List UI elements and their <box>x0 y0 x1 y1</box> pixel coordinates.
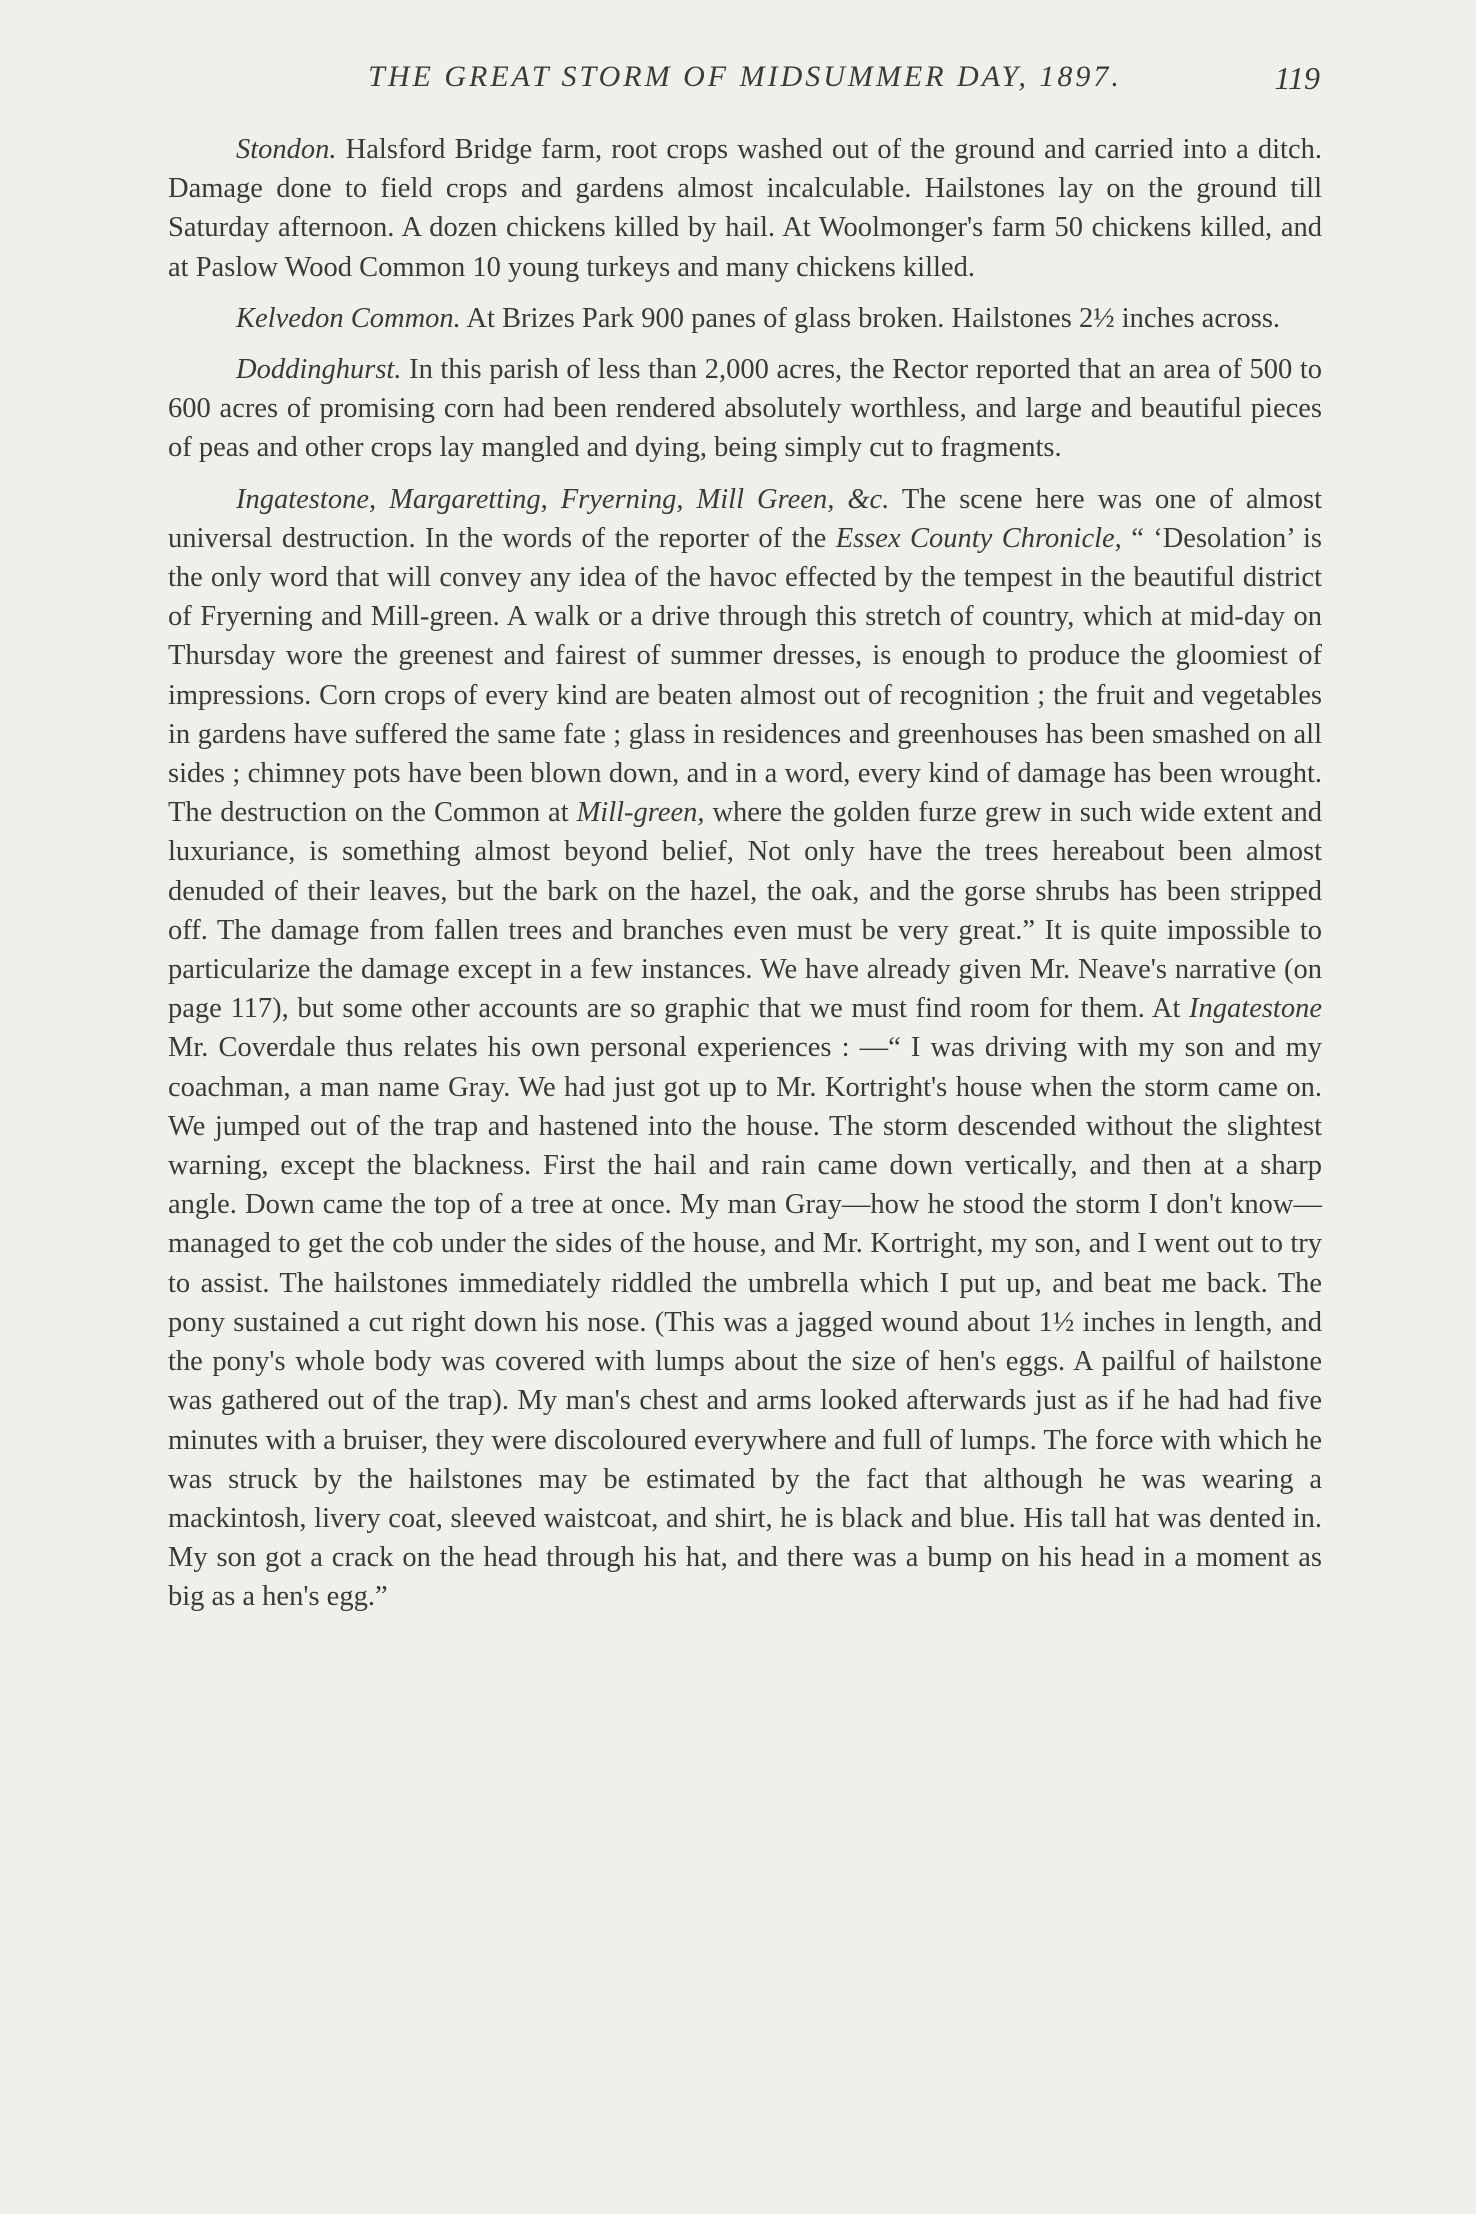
paragraph-kelvedon-common <box>168 299 1322 338</box>
place-name: Mill-green, <box>576 797 705 829</box>
newspaper-name: Essex County Chronicle, <box>835 522 1122 554</box>
paragraph-text: Halsford Bridge farm, root crops washed out of the ground and carried into a ditch. Damage done to field crops and gardens almost incalculable. Hailstones lay on the ground till Saturday afternoon. A dozen chickens killed by hail. At Woolmonger's farm 50 chickens killed, and at Paslow Wood Common 10 young turkeys and many chickens killed. <box>168 134 1322 283</box>
paragraph-text: “ ‘Desolation’ is the only word that will convey any idea of the havoc effected by the tempest in the beautiful district of Fryerning and Mill-green. A walk or a drive through this stretch of country, which at mid-day on Thursday wore the greenest and fairest of summer dresses, is enough to produce the gloomiest of impressions. Corn crops of every kind are beaten almost out of recognition ; the fruit and vegetables in gardens have suffered the same fate ; glass in residences and greenhouses has been smashed on all sides ; chimney pots have been blown down, and in a word, every kind of damage has been wrought. The destruction on the Common at <box>168 522 1322 829</box>
place-name: Stondon. <box>236 134 337 165</box>
paragraph-text: Mr. Coverdale thus relates his own personal experiences : —“ I was driving with my son and my coachman, a man name Gray. We had just got up to Mr. Kortright's house when the storm came on. We jumped out of the trap and hastened into the house. The storm descended without the slightest warning, except the blackness. First the hail and rain came down vertically, and then at a sharp angle. Down came the top of a tree at once. My man Gray—how he stood the storm I don't know—managed to get the cob under the sides of the house, and Mr. Kortright, my son, and I went out to try to assist. The hailstones immediately riddled the umbrella which I put up, and beat me back. The pony sustained a cut right down his nose. (This was a jagged wound about 1½ inches in length, and the pony's whole body was covered with lumps about the size of hen's eggs. A pailful of hailstone was gathered out of the trap). My man's chest and arms looked afterwards just as if he had had five minutes with a bruiser, they were discoloured everywhere and full of lumps. The force with which he was struck by the hailstones may be estimated by the fact that although he was wearing a mackintosh, livery coat, sleeved waistcoat, and shirt, he is black and blue. His tall hat was dented in. My son got a crack on the head through his hat, and there was a bump on his head in a moment as big as a hen's egg.” <box>168 1032 1322 1613</box>
place-name: Kelvedon Common. <box>236 302 461 334</box>
paragraph-text: At Brizes Park 900 panes of glass broken. Hailstones 2½ inches across. <box>460 302 1281 334</box>
paragraph-ingatestone <box>168 480 1322 1617</box>
page-header <box>170 58 1320 108</box>
paragraph-text: In this parish of less than 2,000 acres, the Rector reported that an area of 500 to 600 acres of promising corn had been rendered absolutely worthless, and large and beautiful pieces of peas and other crops lay mangled and dying, being simply cut to fragments. <box>168 354 1322 464</box>
place-name: Doddinghurst. <box>236 354 402 386</box>
paragraph-text: where the golden furze grew in such wide extent and luxuriance, is something almost beyond belief, Not only have the trees hereabout been almost denuded of their leaves, but the bark on the hazel, the oak, and the gorse shrubs has been stripped off. The damage from fallen trees and branches even must be very great.” It is quite impossible to particularize the damage except in a few instances. We have already given Mr. Neave's narrative (on page 117), but some other accounts are so graphic that we must find room for them. At <box>168 797 1322 1025</box>
place-name: Ingatestone <box>1189 993 1322 1025</box>
paragraph-stondon <box>168 130 1322 287</box>
page-number: 119 <box>1274 60 1320 96</box>
paragraph-doddinghurst <box>168 350 1322 468</box>
body-text <box>168 130 1322 1629</box>
place-name: Ingatestone, Margaretting, Fryerning, Mill Green, &c. <box>236 483 890 515</box>
running-title: THE GREAT STORM OF MIDSUMMER DAY, 1897. <box>368 60 1122 93</box>
paragraph-text: The scene here was one of almost universal destruction. In the words of the reporter of the <box>168 483 1322 554</box>
